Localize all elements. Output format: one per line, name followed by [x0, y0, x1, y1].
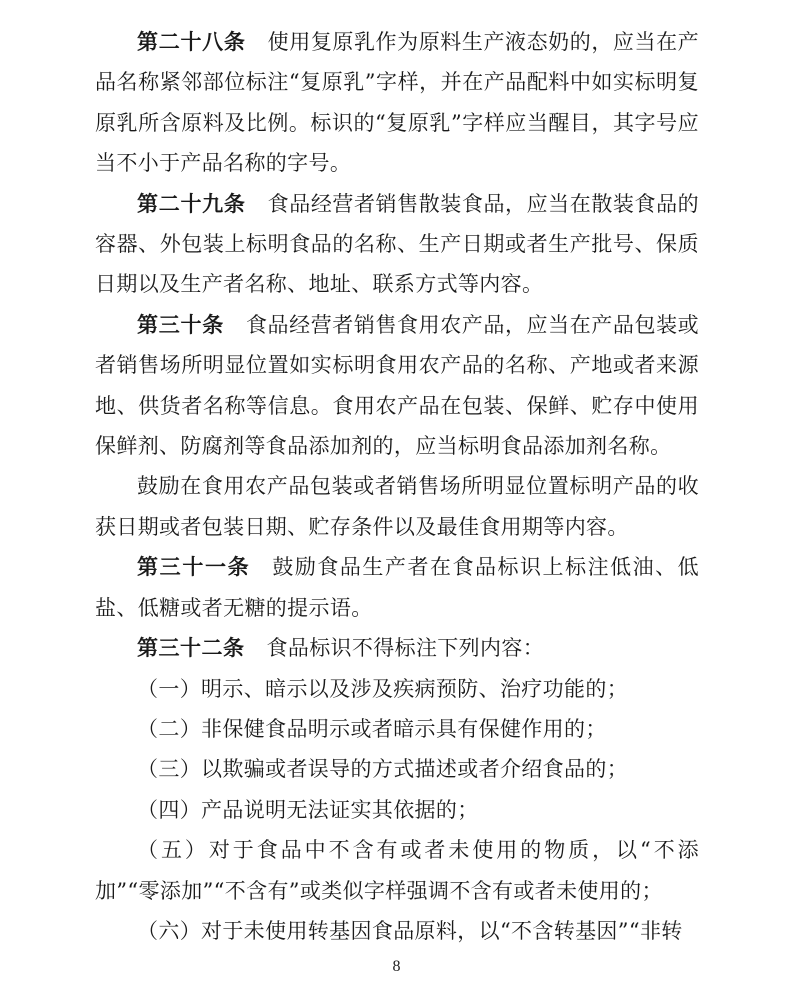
article-number: 第二十九条	[137, 191, 246, 216]
article-number: 第三十条	[137, 312, 224, 337]
article-text: 食品经营者销售散装食品，应当在散装食品的容器、外包装上标明食品的名称、生产日期或者生产批号、保质日期以及生产者名称、地址、联系方式等内容。	[95, 191, 700, 297]
list-item: （六）对于未使用转基因食品原料，以“不含转基因”“非转	[137, 918, 683, 943]
article-text: 鼓励食品生产者在食品标识上标注低油、低盐、低糖或者无糖的提示语。	[95, 555, 699, 620]
list-item: （一）明示、暗示以及涉及疾病预防、治疗功能的；	[137, 676, 629, 701]
article-31	[95, 547, 699, 628]
list-item: （三）以欺骗或者误导的方式描述或者介绍食品的；	[137, 757, 629, 782]
list-item: （五）对于食品中不含有或者未使用的物质，以“不添加”“零添加”“不含有”或类似字样强调不含有或者未使用的；	[95, 838, 699, 903]
article-text: 食品标识不得标注下列内容：	[266, 636, 545, 661]
article-32	[95, 628, 699, 668]
article-30-paragraph-2	[95, 466, 699, 547]
article-number: 第三十二条	[137, 636, 245, 661]
article-29	[95, 184, 699, 305]
article-text: 使用复原乳作为原料生产液态奶的，应当在产品名称紧邻部位标注“复原乳”字样，并在产品配料中如实标明复原乳所含原料及比例。标识的“复原乳”字样应当醒目，其字号应当不小于产品名称的字号。	[95, 30, 700, 176]
article-30	[95, 305, 699, 467]
page-number: 8	[392, 958, 401, 975]
article-number: 第三十一条	[137, 555, 251, 580]
article-number: 第二十八条	[137, 30, 246, 54]
list-item: （二）非保健食品明示或者暗示具有保健作用的；	[137, 716, 607, 741]
article-28	[95, 22, 699, 184]
article-text: 食品经营者销售食用农产品，应当在产品包装或者销售场所明显位置如实标明食用农产品的名称、产地或者来源地、供货者名称等信息。食用农产品在包装、保鲜、贮存中使用保鲜剂、防腐剂等食品添加剂的，应当标明食品添加剂名称。	[95, 312, 700, 459]
regulation-text	[95, 22, 699, 951]
article-text: 鼓励在食用农产品包装或者销售场所明显位置标明产品的收获日期或者包装日期、贮存条件以及最佳食用期等内容。	[95, 474, 699, 539]
list-item: （四）产品说明无法证实其依据的；	[137, 797, 479, 822]
